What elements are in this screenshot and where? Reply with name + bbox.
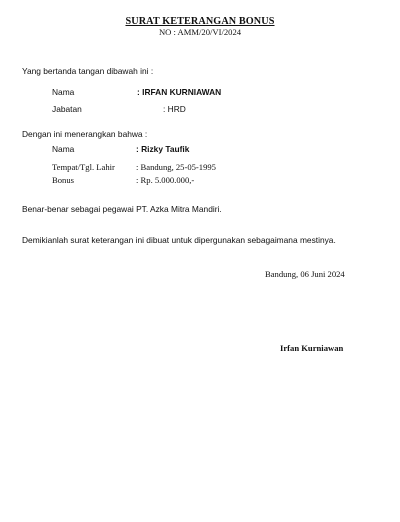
intro-text: Yang bertanda tangan dibawah ini : — [22, 66, 154, 76]
signature-name: Irfan Kurniawan — [280, 343, 344, 353]
closing-text: Demikianlah surat keterangan ini dibuat untuk dipergunakan sebagaimana mestinya. — [22, 235, 336, 245]
place-date: Bandung, 06 Juni 2024 — [265, 269, 345, 279]
signer-name-value: : IRFAN KURNIAWAN — [137, 87, 222, 97]
document-number: NO : AMM/20/VI/2024 — [158, 27, 242, 37]
signer-position-value: : HRD — [163, 104, 186, 114]
employee-birth-label: Tempat/Tgl. Lahir — [52, 162, 115, 172]
employee-bonus-label: Bonus — [52, 175, 74, 185]
signer-position-label: Jabatan — [52, 104, 82, 114]
statement-intro-text: Dengan ini menerangkan bahwa : — [22, 129, 148, 139]
employee-bonus-value: : Rp. 5.000.000,- — [136, 175, 195, 185]
employee-statement-text: Benar-benar sebagai pegawai PT. Azka Mitra Mandiri. — [22, 204, 222, 214]
employee-name-value: : Rizky Taufik — [136, 144, 190, 154]
document-title: SURAT KETERANGAN BONUS — [125, 16, 275, 27]
signer-name-label: Nama — [52, 87, 75, 97]
employee-name-label: Nama — [52, 144, 75, 154]
employee-birth-value: : Bandung, 25-05-1995 — [136, 162, 216, 172]
